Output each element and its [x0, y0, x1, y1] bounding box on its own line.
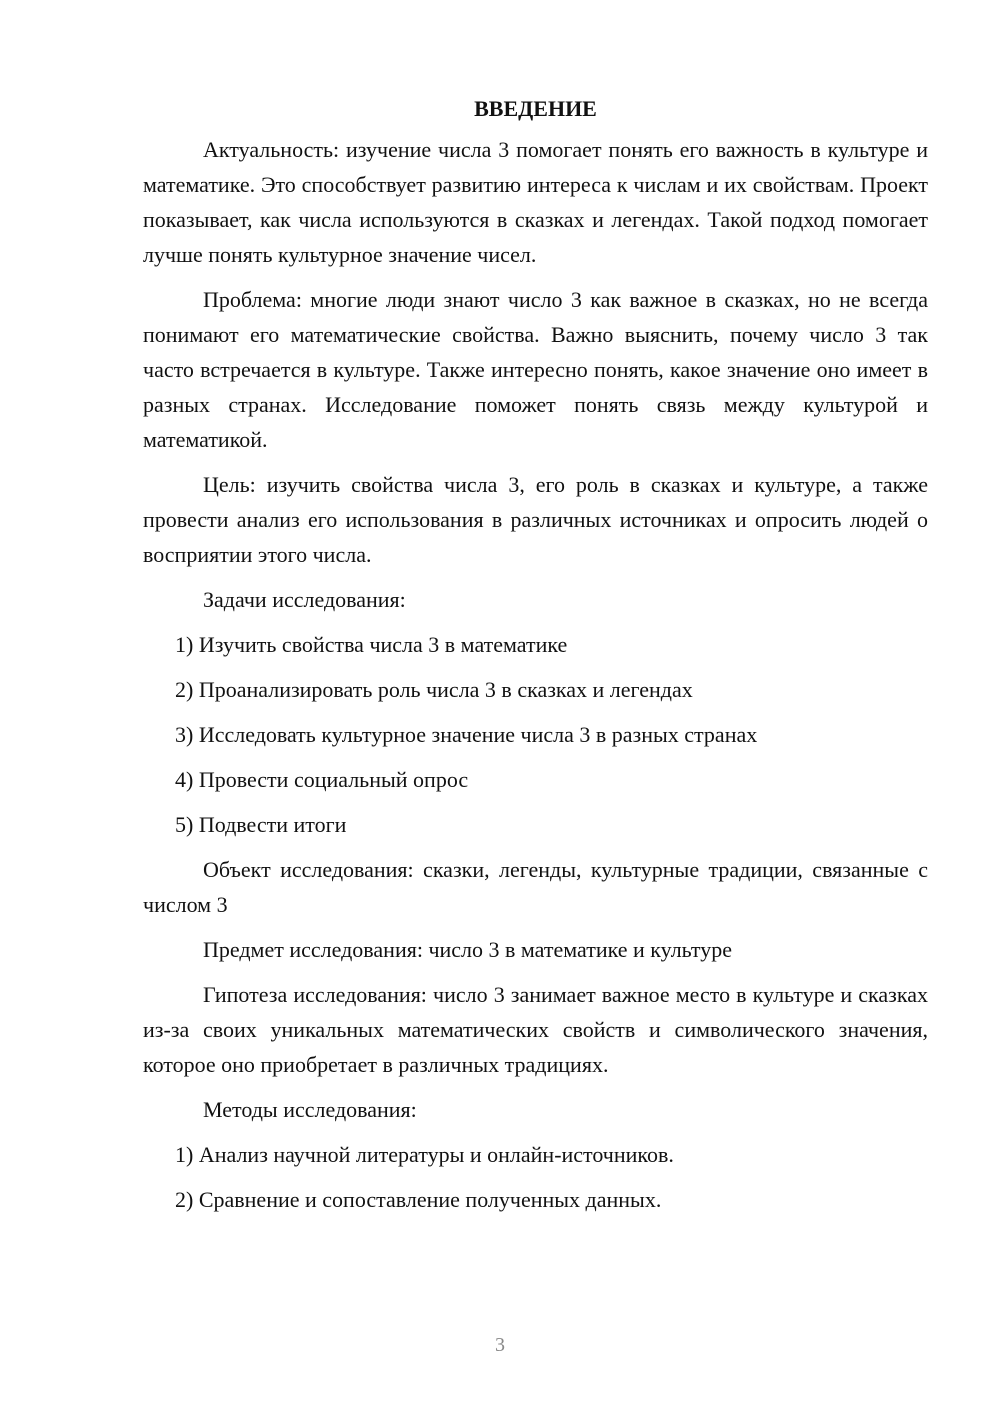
tasks-title: Задачи исследования: — [203, 587, 406, 612]
problem-paragraph: Проблема: многие люди знают число 3 как важное в сказках, но не всегда понимают его математические свойства. Важно выяснить, почему число 3 так часто встречается в культуре. Также интересно понять, какое значение оно имеет в разных странах. Исследование поможет понять связь между культурой и математикой. — [143, 287, 928, 452]
list-item: 3) Исследовать культурное значение числа 3 в разных странах — [175, 722, 758, 747]
list-item: 4) Провести социальный опрос — [175, 767, 469, 792]
subject-paragraph: Предмет исследования: число 3 в математике и культуре — [203, 937, 732, 962]
methods-list — [143, 1137, 928, 1217]
page-number: 3 — [495, 1334, 505, 1356]
tasks-list — [143, 627, 928, 842]
list-item: 1) Изучить свойства числа 3 в математике — [175, 632, 568, 657]
list-item: 2) Сравнение и сопоставление полученных данных. — [175, 1187, 662, 1212]
relevance-paragraph: Актуальность: изучение числа 3 помогает понять его важность в культуре и математике. Это способствует развитию интереса к числам и их свойствам. Проект показывает, как числа используются в сказках и легендах. Такой подход помогает лучше понять культурное значение чисел. — [143, 137, 928, 267]
list-item: 1) Анализ научной литературы и онлайн-источников. — [175, 1142, 674, 1167]
list-item: 5) Подвести итоги — [175, 812, 347, 837]
object-paragraph: Объект исследования: сказки, легенды, культурные традиции, связанные с числом 3 — [143, 857, 928, 917]
methods-title: Методы исследования: — [203, 1097, 417, 1122]
section-heading: ВВЕДЕНИЕ — [474, 96, 597, 121]
document-page — [143, 94, 928, 1227]
list-item: 2) Проанализировать роль числа 3 в сказках и легендах — [175, 677, 693, 702]
hypothesis-paragraph: Гипотеза исследования: число 3 занимает важное место в культуре и сказках из-за своих уникальных математических свойств и символического значения, которое оно приобретает в различных традициях. — [143, 982, 928, 1077]
goal-paragraph: Цель: изучить свойства числа 3, его роль в сказках и культуре, а также провести анализ его использования в различных источниках и опросить людей о восприятии этого числа. — [143, 472, 928, 567]
